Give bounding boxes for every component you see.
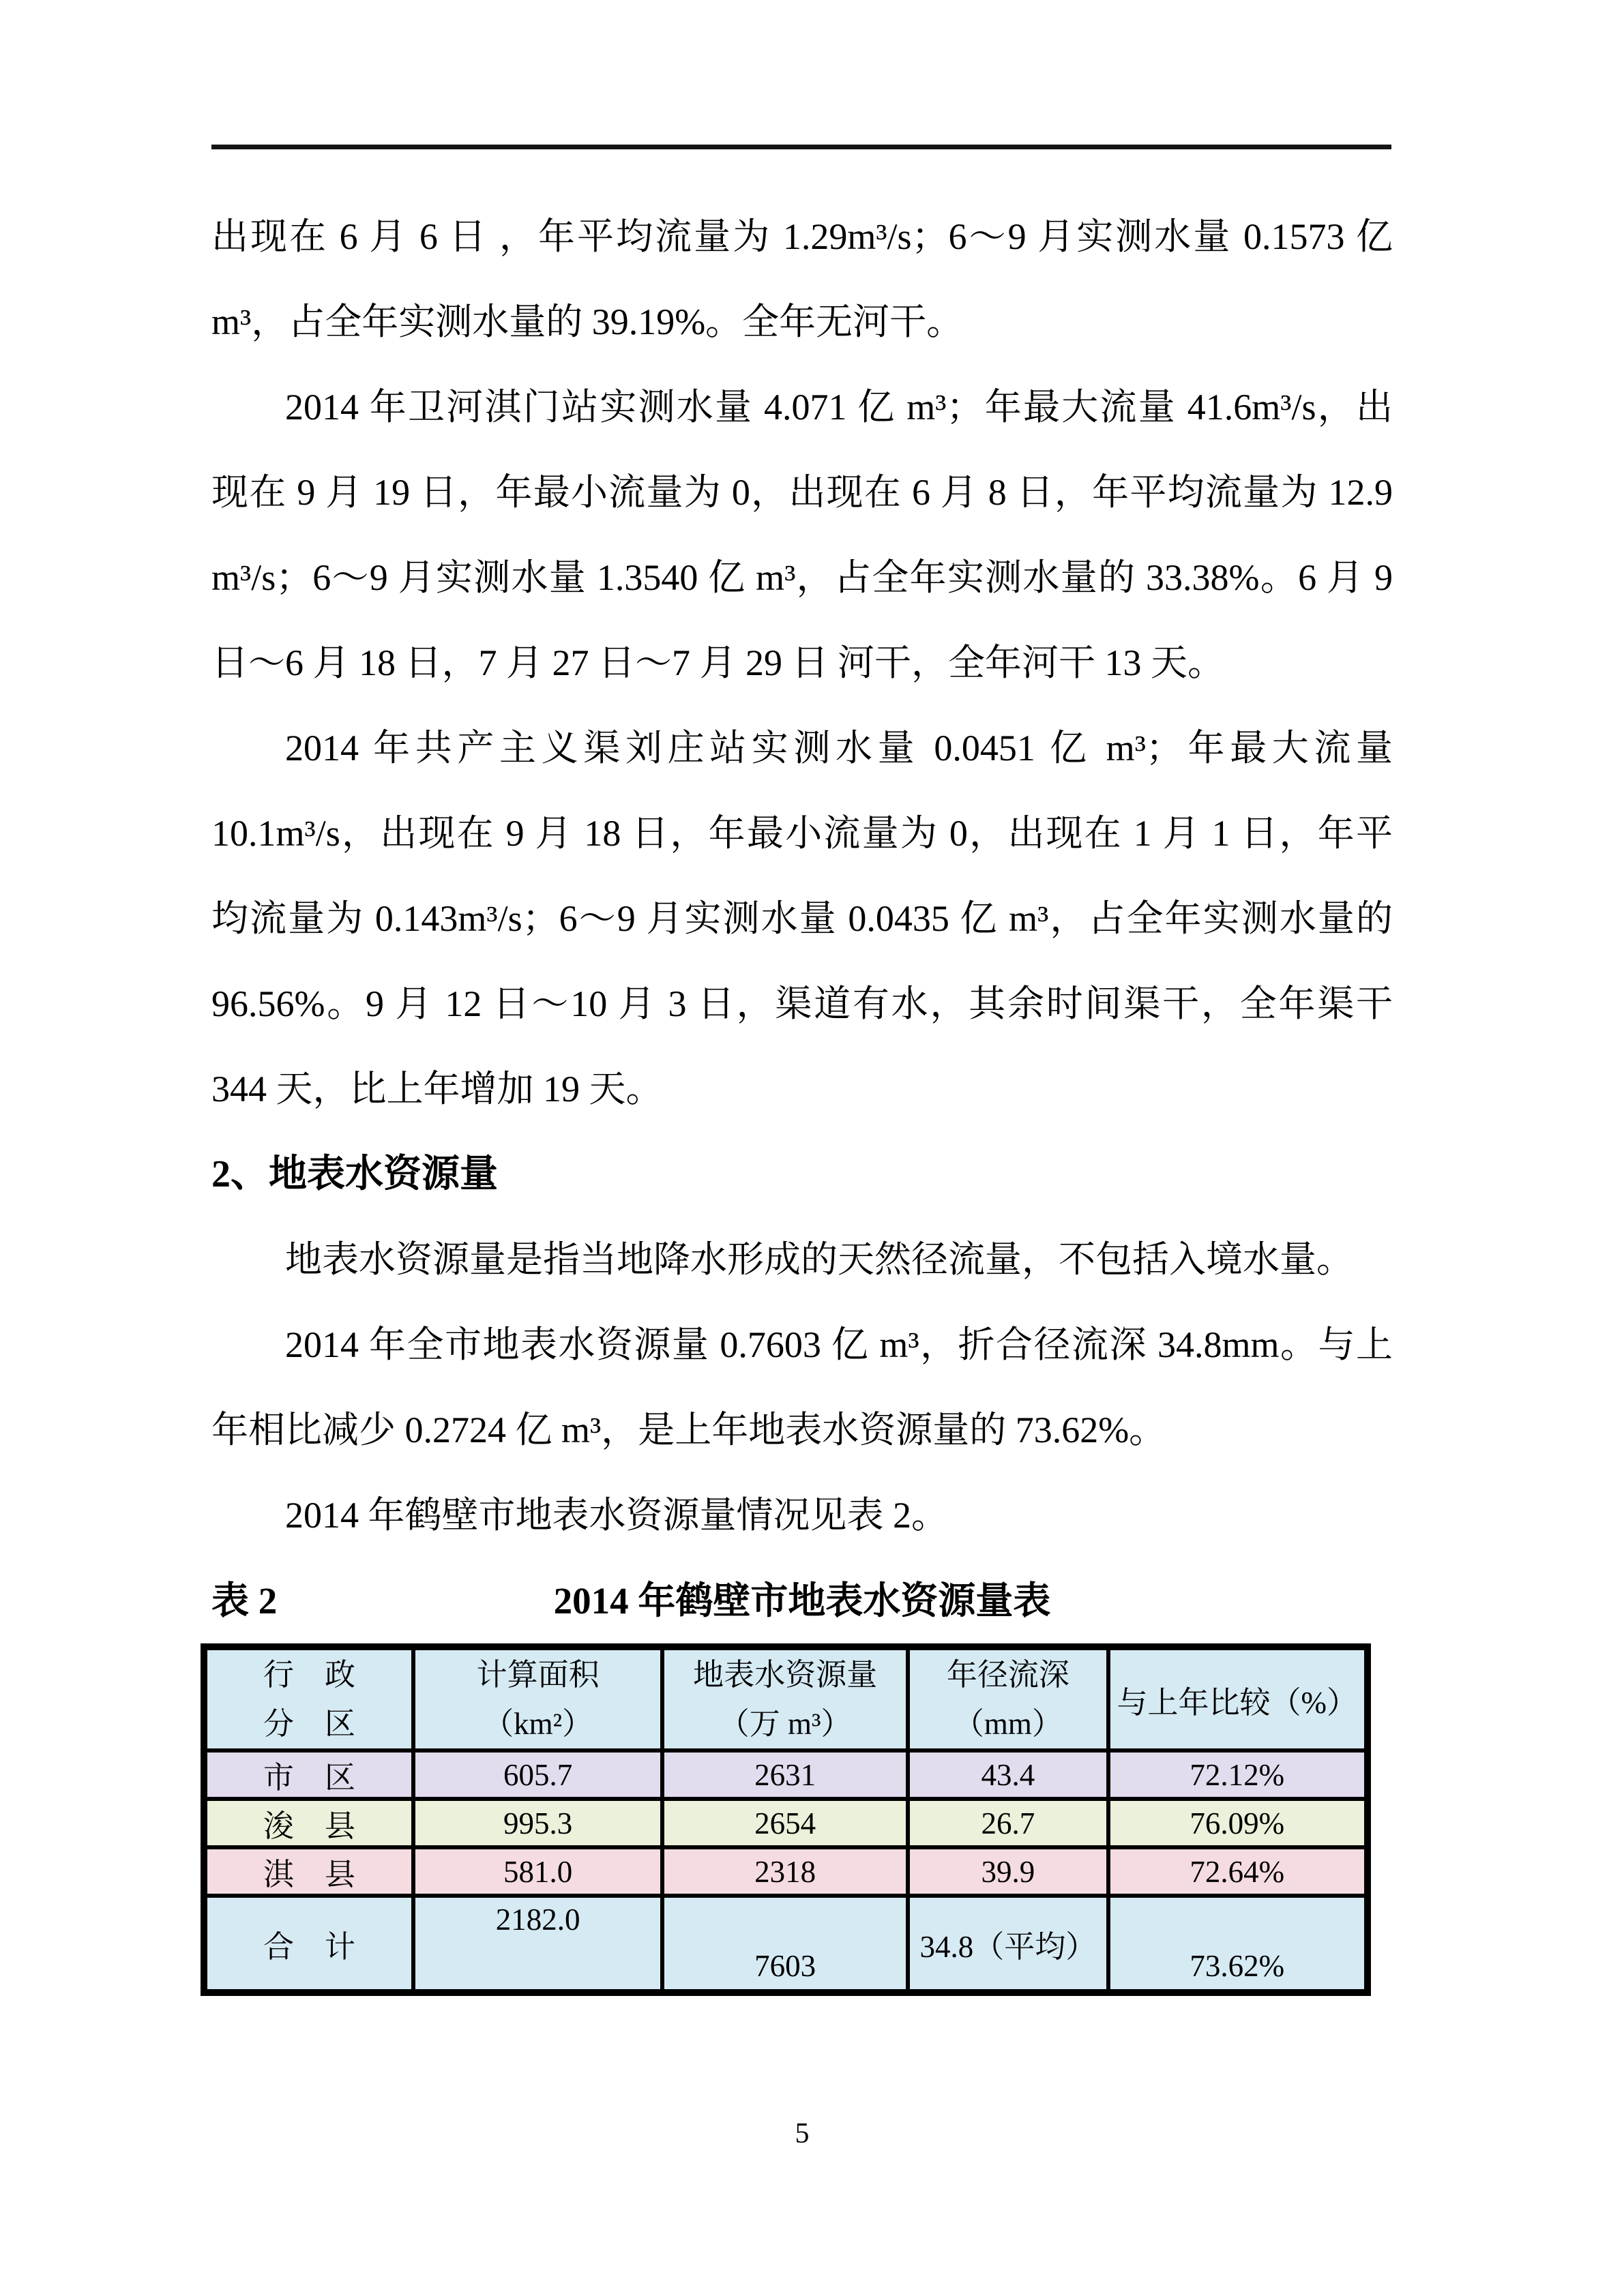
body-text-line: 344 天，比上年增加 19 天。 [211, 1069, 663, 1109]
body-text-line: 出现在 6 月 6 日 ，年平均流量为 1.29m³/s；6～9 月实测水量 0.1573 亿 [211, 216, 1393, 257]
header-area-line1: 计算面积 [476, 1658, 600, 1692]
cell-region-total: 合 计 [204, 1896, 413, 1993]
cell-resource-total: 7603 [662, 1896, 908, 1993]
cell-compare-total: 73.62% [1108, 1896, 1368, 1993]
table-header-row [204, 1647, 1368, 1750]
header-resource-line1: 地表水资源量 [693, 1658, 878, 1692]
header-resource-unit: （万 m³） [718, 1707, 852, 1741]
table-caption-label: 表 2 [211, 1580, 278, 1622]
surface-water-resources-table [201, 1643, 1371, 1996]
table-header-cell-resource [662, 1647, 908, 1750]
body-text-line: m³，占全年实测水量的 39.19%。全年无河干。 [211, 301, 964, 342]
table-row-xunxian [204, 1799, 1368, 1847]
table-header-cell-runoff-depth [908, 1647, 1108, 1750]
cell-depth: 26.7 [908, 1799, 1108, 1847]
body-text-line: 96.56%。9 月 12 日～10 月 3 日，渠道有水，其余时间渠干，全年渠干 [211, 983, 1393, 1024]
cell-area: 605.7 [413, 1750, 662, 1799]
cell-area: 581.0 [413, 1847, 662, 1896]
header-depth-unit: （mm） [953, 1707, 1063, 1741]
cell-depth: 43.4 [908, 1750, 1108, 1799]
cell-region: 市 区 [204, 1750, 413, 1799]
header-region-line1: 行 政 [263, 1658, 356, 1692]
table-header-cell-area [413, 1647, 662, 1750]
cell-resource: 2318 [662, 1847, 908, 1896]
body-text-line: m³/s；6～9 月实测水量 1.3540 亿 m³，占全年实测水量的 33.38%。6 月 9 [211, 557, 1393, 598]
body-text-line: 年相比减少 0.2724 亿 m³，是上年地表水资源量的 73.62%。 [211, 1410, 1166, 1450]
page-header-rule [211, 145, 1391, 149]
cell-depth-total: 34.8（平均） [908, 1896, 1108, 1993]
header-depth-line1: 年径流深 [946, 1658, 1069, 1692]
body-text-line: 2014 年卫河淇门站实测水量 4.071 亿 m³；年最大流量 41.6m³/s，出 [285, 387, 1393, 428]
cell-resource: 2631 [662, 1750, 908, 1799]
header-area-unit: （km²） [483, 1707, 593, 1741]
cell-compare: 76.09% [1108, 1799, 1368, 1847]
cell-depth: 39.9 [908, 1847, 1108, 1896]
body-text-line: 均流量为 0.143m³/s；6～9 月实测水量 0.0435 亿 m³，占全年实测水量的 [211, 898, 1393, 939]
table-header-cell-region [204, 1647, 413, 1750]
body-text-line: 地表水资源量是指当地降水形成的天然径流量，不包括入境水量。 [285, 1239, 1353, 1280]
cell-region: 浚 县 [204, 1799, 413, 1847]
body-text-line: 2014 年全市地表水资源量 0.7603 亿 m³，折合径流深 34.8mm。与上 [285, 1324, 1393, 1365]
cell-compare: 72.12% [1108, 1750, 1368, 1799]
cell-resource: 2654 [662, 1799, 908, 1847]
cell-compare: 72.64% [1108, 1847, 1368, 1896]
section-heading: 2、地表水资源量 [211, 1153, 498, 1195]
body-text-line: 日～6 月 18 日，7 月 27 日～7 月 29 日 河干，全年河干 13 天。 [211, 642, 1224, 683]
body-text-line: 2014 年共产主义渠刘庄站实测水量 0.0451 亿 m³；年最大流量 [285, 728, 1393, 769]
cell-area: 995.3 [413, 1799, 662, 1847]
body-text-line: 10.1m³/s，出现在 9 月 18 日，年最小流量为 0，出现在 1 月 1 日，年平 [211, 813, 1393, 854]
cell-area-total: 2182.0 [413, 1896, 662, 1993]
table-caption-title: 2014 年鹤壁市地表水资源量表 [553, 1580, 1051, 1622]
table-row-total [204, 1896, 1368, 1993]
body-text-line: 现在 9 月 19 日，年最小流量为 0，出现在 6 月 8 日，年平均流量为 12.9 [211, 472, 1393, 513]
document-body [211, 194, 1393, 1996]
table-row-shiqu [204, 1750, 1368, 1799]
table-caption [211, 1558, 1393, 1643]
page-number: 5 [795, 2118, 810, 2149]
header-region-line2: 分 区 [263, 1707, 356, 1741]
table-header-cell-compare: 与上年比较（%） [1108, 1647, 1368, 1750]
cell-region: 淇 县 [204, 1847, 413, 1896]
body-text-line: 2014 年鹤壁市地表水资源量情况见表 2。 [285, 1495, 948, 1536]
table-row-qixian [204, 1847, 1368, 1896]
